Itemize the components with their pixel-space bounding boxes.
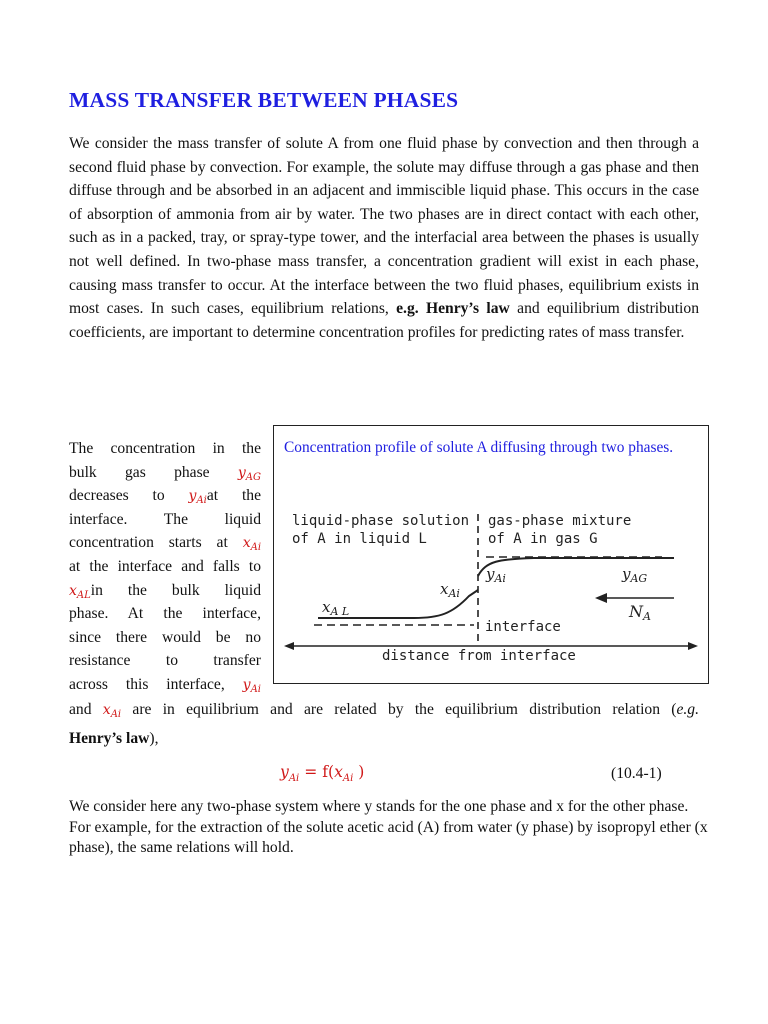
fig-interface-label: interface bbox=[485, 619, 561, 635]
equation-number: (10.4-1) bbox=[611, 765, 662, 782]
side-line: since there would be no bbox=[69, 628, 261, 646]
side-line: phase. At the interface, bbox=[69, 605, 261, 623]
side-line: interface. The liquid bbox=[69, 510, 261, 528]
side-paragraph bbox=[69, 437, 261, 697]
distance-arrow-left bbox=[284, 642, 294, 650]
continuation-paragraph bbox=[69, 698, 699, 750]
var-yAi: $y_{Ai}$ bbox=[188, 488, 207, 507]
profile-diagram bbox=[274, 426, 710, 685]
var-xAi: $x_{Ai}$ bbox=[242, 535, 262, 554]
side-line: across this interface, $y_{Ai}$ bbox=[69, 675, 261, 695]
var-yAi-2: $y_{Ai}$ bbox=[242, 676, 261, 695]
side-line: The concentration in the bbox=[69, 440, 261, 457]
side-line: concentration starts at $x_{Ai}$ bbox=[69, 534, 262, 554]
continuation-line: and $x_{Ai}$ are in equilibrium and are related by the equilibrium distribution relation (e.g. bbox=[69, 701, 699, 720]
gas-label-1: gas-phase mixture bbox=[488, 513, 632, 529]
fig-xAi-label: $x_{Ai}$ bbox=[440, 580, 460, 600]
fig-yAG-label: $y_{AG}$ bbox=[622, 565, 648, 585]
liquid-label-1: liquid-phase solution bbox=[292, 513, 470, 529]
fig-distance-label: distance from interface bbox=[382, 648, 576, 664]
distance-arrow-right bbox=[688, 642, 698, 650]
flux-arrow-head bbox=[595, 593, 607, 603]
gas-label-2: of A in gas G bbox=[488, 531, 598, 547]
continuation-line: Henry’s law), bbox=[69, 729, 159, 747]
side-line: at the interface and falls to bbox=[69, 557, 261, 575]
side-line: $x_{AL}in$ the bulk liquid bbox=[69, 581, 261, 601]
equation-10-4-1: $y_{Ai} = f(x_{Ai}$ ) bbox=[280, 763, 365, 785]
side-line: bulk gas phase $y_{AG}$ bbox=[69, 463, 261, 483]
intro-text-2: and equilibrium distribution coefficients, are important to determine concentration profiles for predicting rates of mass transfer. bbox=[69, 300, 699, 341]
var-yAG: $y_{AG}$ bbox=[237, 464, 261, 483]
figure-caption: Concentration profile of solute A diffusing through two phases. bbox=[284, 439, 674, 456]
intro-text-1: We consider the mass transfer of solute A from one fluid phase by convection and then through a second fluid phase by convection. For example, the solute may diffuse through a gas phase and then diffuse through and be absorbed in an adjacent and immiscible liquid phase. This occurs in the case of absorption of ammonia from air by water. The two phases are in direct contact with each other, such as in a packed, tray, or spray-type tower, and the interfacial area between the phases is usually not well defined. In two-phase mass transfer, a concentration gradient will exist in each phase, causing mass transfer to occur. At the interface between the two fluid phases, equilibrium exists in most cases. In such cases, equilibrium relations, bbox=[69, 135, 699, 318]
var-xAL: $x_{AL}$ bbox=[69, 582, 91, 601]
concentration-profile-figure bbox=[273, 425, 709, 684]
fig-NA-label: NA bbox=[629, 602, 651, 623]
page-title: MASS TRANSFER BETWEEN PHASES bbox=[69, 88, 459, 112]
intro-paragraph bbox=[69, 132, 699, 344]
final-paragraph: We consider here any two-phase system where y stands for the one phase and x for the other phase. For example, for the extraction of the solute acetic acid (A) from water (y phase) by isopropyl ether (x phase), the same relations will hold. bbox=[69, 798, 708, 856]
liquid-label-2: of A in liquid L bbox=[292, 531, 427, 547]
intro-henrys-law: Henry’s law bbox=[425, 300, 510, 318]
fig-xAL-label: $x_{A L}$ bbox=[322, 598, 350, 618]
var-xAi-2: $x_{Ai}$ bbox=[102, 702, 122, 720]
intro-eg: e.g. bbox=[396, 300, 419, 318]
fig-yAi-label: $y_{Ai}$ bbox=[486, 565, 506, 585]
side-line: decreases to $y_{Ai}at$ the bbox=[69, 487, 262, 507]
side-line: resistance to transfer bbox=[69, 652, 261, 670]
